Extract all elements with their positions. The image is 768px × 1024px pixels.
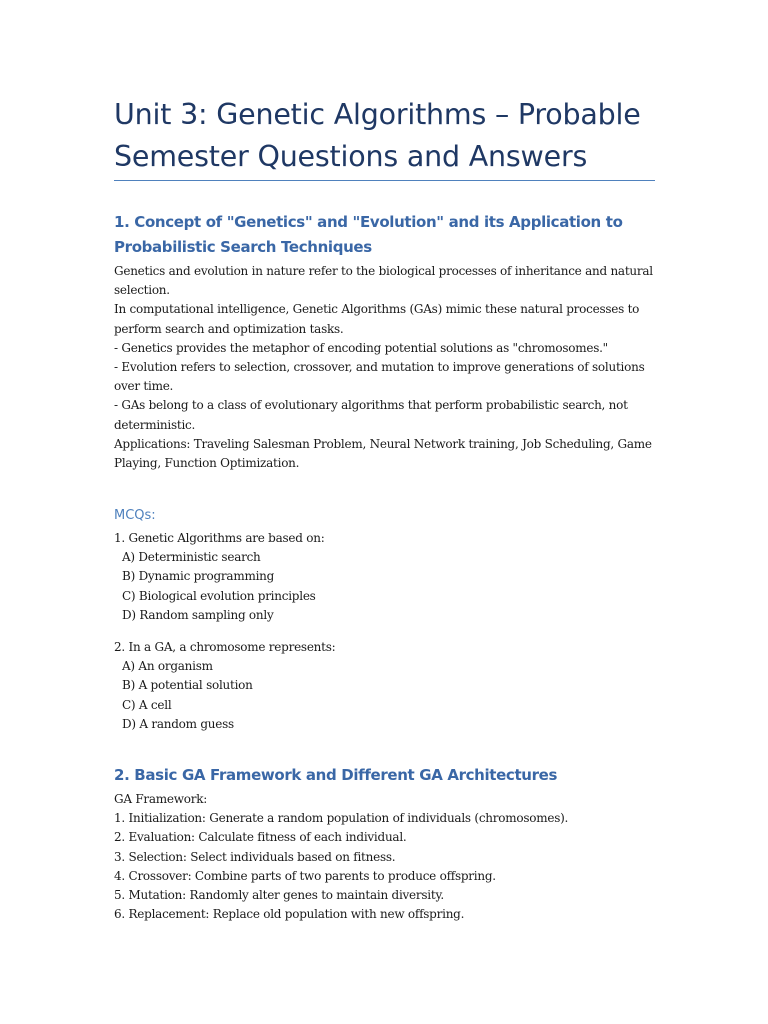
mcq-option: C) A cell [122,697,172,712]
section-2-body [114,790,659,924]
document-title-line-1: Unit 3: Genetic Algorithms – Probable [114,98,641,131]
document-title-line-2: Semester Questions and Answers [114,140,588,173]
section-2-line: 2. Evaluation: Calculate fitness of each individual. [114,830,407,845]
section-1-heading-line-1: 1. Concept of "Genetics" and "Evolution" and its Application to [114,213,623,231]
title-divider [114,180,655,181]
mcq-question-text: 1. Genetic Algorithms are based on: [114,531,325,545]
document-title [114,94,655,178]
section-1-line: - GAs belong to a class of evolutionary algorithms that perform probabilistic search, not [114,398,628,413]
mcq-option: B) Dynamic programming [122,569,275,584]
section-2-line: GA Framework: [114,792,208,806]
section-1-line: selection. [114,283,170,298]
section-2-line: 5. Mutation: Randomly alter genes to maintain diversity. [114,887,444,902]
section-1-line: over time. [114,379,174,394]
section-1-line: - Evolution refers to selection, crossover, and mutation to improve generations of solutions [114,359,645,374]
section-2-line: 3. Selection: Select individuals based on fitness. [114,849,396,864]
section-1-heading-line-2: Probabilistic Search Techniques [114,238,372,256]
section-1-line: Genetics and evolution in nature refer to the biological processes of inheritance and natural [114,264,653,278]
mcq-option: D) A random guess [122,716,234,731]
section-2-line: 4. Crossover: Combine parts of two parents to produce offspring. [114,868,496,883]
section-1-line: - Genetics provides the metaphor of encoding potential solutions as "chromosomes." [114,340,608,355]
mcq-option: B) A potential solution [122,678,253,693]
section-1-heading [114,210,655,260]
mcq-question-1 [114,529,659,625]
mcq-option: A) Deterministic search [122,550,261,565]
section-2-line: 6. Replacement: Replace old population with new offspring. [114,907,465,922]
section-1-line: perform search and optimization tasks. [114,321,344,336]
section-2-line: 1. Initialization: Generate a random population of individuals (chromosomes). [114,811,569,826]
mcq-question-text: 2. In a GA, a chromosome represents: [114,640,336,654]
section-1-body [114,262,659,473]
mcqs-heading: MCQs: [114,508,156,523]
mcq-option: C) Biological evolution principles [122,588,316,603]
mcq-option: A) An organism [122,659,213,674]
mcq-option: D) Random sampling only [122,607,274,622]
section-1-line: In computational intelligence, Genetic Algorithms (GAs) mimic these natural processes to [114,302,640,317]
section-1-line: Playing, Function Optimization. [114,455,300,470]
section-2-heading: 2. Basic GA Framework and Different GA Architectures [114,766,558,784]
section-1-line: Applications: Traveling Salesman Problem, Neural Network training, Job Scheduling, Game [114,436,652,451]
mcq-question-2 [114,638,659,734]
section-1-line: deterministic. [114,417,196,432]
